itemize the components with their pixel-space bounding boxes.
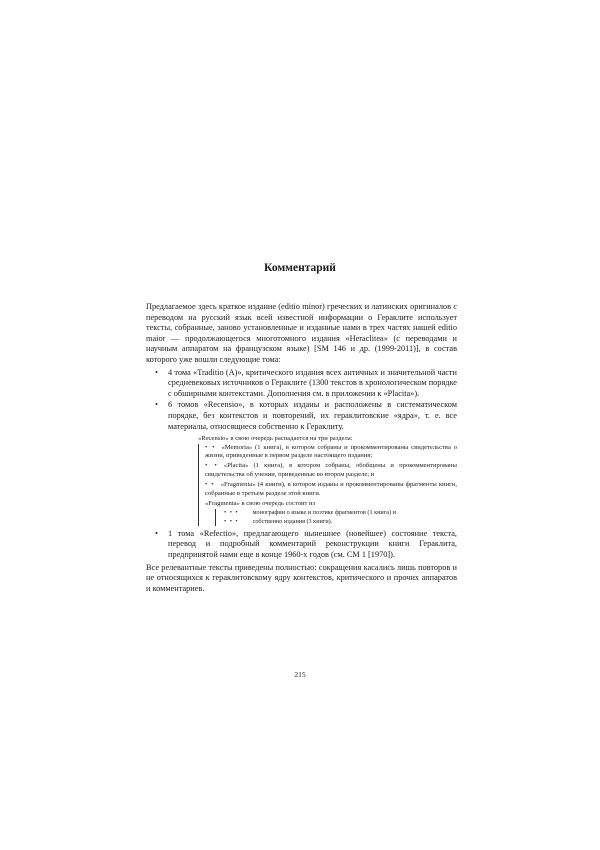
list-item-fragmenta [205, 481, 457, 498]
dots-marker: • • [205, 481, 215, 489]
fragmenta-intro: «Fragmenta» в свою очередь состоит из [205, 499, 316, 507]
bullet-icon: • [155, 528, 158, 538]
conclusion-paragraph: Все релевантные тексты приведены полностью: сокращения касались лишь повторов и не относящихся к гераклитовскому ядру контекстов, критического и прочих аппаратов и комментариев. [146, 562, 457, 593]
list-item-monograph [224, 509, 457, 517]
recensio-sections-list [198, 444, 457, 526]
list-item-text: собственно издания (3 книги). [252, 517, 333, 525]
list-item-text: «Placita» (1 книга), в котором собраны, обобщены и прокомментированы свидетельства об учении, приведенные во втором разделе; и [205, 462, 457, 478]
recensio-intro: «Recensio» в свою очередь распадается на три раздела: [198, 435, 353, 443]
list-item-memoria [205, 444, 457, 461]
page-content [146, 302, 457, 594]
page-number: 215 [294, 670, 306, 679]
dots-marker: • • • [224, 517, 239, 525]
fragmenta-parts-list [215, 509, 457, 525]
page-title: Комментарий [264, 262, 336, 274]
bullet-icon: • [155, 367, 158, 377]
list-item-text: «Fragmenta» (4 книги), в котором изданы и прокомментированы фрагменты книги, собранные в третьем разделе этой книги. [205, 481, 457, 497]
recensio-breakdown [198, 435, 457, 526]
list-item-text: монографии о языке и поэтике фрагментов (1 книга) и [252, 509, 396, 517]
list-item-placita [205, 462, 457, 479]
list-item-traditio [146, 368, 457, 400]
dots-marker: • • • [224, 509, 239, 517]
list-item-edition [224, 518, 457, 526]
volumes-list [146, 368, 457, 561]
dots-marker: • • [205, 462, 218, 470]
list-item-recensio [146, 400, 457, 525]
list-item-text: 4 тома «Traditio (A)», критического издания всех античных и значительной части средневековых источников о Гераклите (1300 текстов в хронологическом порядке с обширными контекстами. Дополнения см. в приложении к «Placita»). [168, 367, 457, 398]
intro-paragraph: Предлагаемое здесь краткое издание (editio minor) греческих и латинских оригиналов с переводом на русский язык всей известной информации о Гераклите использует тексты, собранные, заново установленные и изданные нами в трех частях нашей editio maior — продолжающегося многотомного издания «Heraclitea» (с переводами и научным аппаратом на французском языке) [SM 146 и др. (1999-2011)], в состав которого уже вошли следующие тома: [146, 302, 457, 364]
list-item-text: 6 томов «Recensio», в которых изданы и расположены в систематическом порядке, без контекстов и повторений, их гераклитовские «ядра», т. е. все материалы, относящиеся собственно к Гераклиту. [168, 400, 457, 431]
dots-marker: • • [205, 443, 216, 451]
list-item-text: 1 тома «Refectio», предлагающего нынешнее (новейшее) состояние текста, перевод и подробный комментарий реконструкции книги Гераклита, предпринятой нами еще в конце 1960-х годов (см. СМ 1 [1970]). [168, 528, 457, 559]
list-item-refectio [146, 529, 457, 561]
list-item-text: «Memoria» (1 книга), в котором собраны и прокомментированы свидетельства о жизни, приведенные в первом разделе настоящего издания; [205, 443, 458, 459]
bullet-icon: • [155, 400, 158, 410]
